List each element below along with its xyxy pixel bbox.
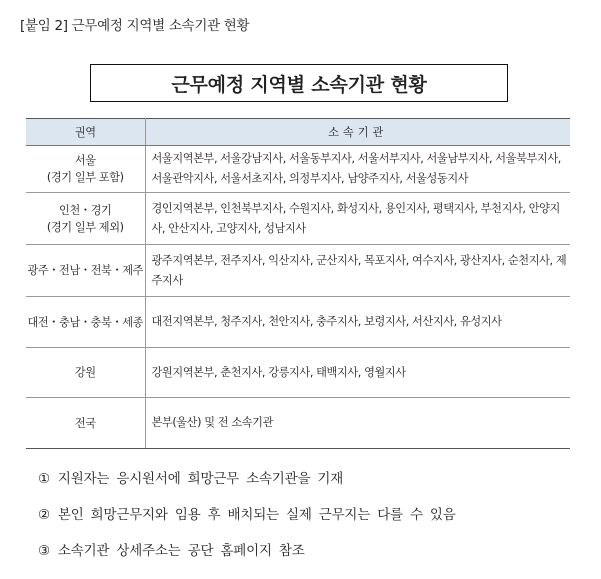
region-name: 전국 (74, 416, 96, 430)
table-header-row (26, 119, 570, 146)
note-item (38, 540, 456, 576)
region-office-table (26, 118, 570, 449)
document-title: 근무예정 지역별 소속기관 현황 (90, 64, 508, 102)
region-cell (26, 245, 145, 297)
region-cell (26, 348, 145, 398)
offices-cell: 서울지역본부, 서울강남지사, 서울동부지사, 서울서부지사, 서울남부지사, 서울북부지사, 서울관악지사, 서울서초지사, 의정부지사, 남양주지사, 서울성동지사 (145, 146, 570, 193)
note-number: ③ (38, 543, 50, 559)
notes-list (38, 468, 456, 576)
note-text: 지원자는 응시원서에 희망근무 소속기관을 기재 (57, 471, 344, 487)
region-name: 광주・전남・전북・제주 (27, 264, 144, 277)
region-note: (경기 일부 제외) (46, 220, 124, 234)
region-cell (26, 146, 145, 193)
region-cell (26, 297, 145, 348)
offices-cell: 강원지역본부, 춘천지사, 강릉지사, 태백지사, 영월지사 (145, 348, 570, 398)
header-region: 권역 (26, 119, 145, 146)
table-row (26, 245, 570, 297)
region-name: 대전・충남・충북・세종 (27, 315, 144, 329)
region-note: (경기 일부 포함) (46, 171, 124, 184)
note-number: ① (38, 471, 50, 487)
offices-cell: 광주지역본부, 전주지사, 익산지사, 군산지사, 목포지사, 여수지사, 광산지사, 순천지사, 제주지사 (145, 245, 570, 297)
note-number: ② (38, 507, 50, 523)
offices-cell: 경인지역본부, 인천북부지사, 수원지사, 화성지사, 용인지사, 평택지사, 부천지사, 안양지사, 안산지사, 고양지사, 성남지사 (145, 193, 570, 245)
offices-cell: 대전지역본부, 청주지사, 천안지사, 충주지사, 보령지사, 서산지사, 유성지사 (145, 297, 570, 348)
header-offices (145, 119, 570, 146)
region-cell (26, 398, 145, 449)
region-name: 인천・경기 (59, 203, 112, 217)
note-text: 소속기관 상세주소는 공단 홈페이지 참조 (57, 543, 305, 559)
header-offices-label: 소속기관 (328, 126, 388, 139)
table-row (26, 146, 570, 193)
note-text: 본인 희망근무지와 임용 후 배치되는 실제 근무지는 다를 수 있음 (57, 507, 456, 523)
table-row (26, 398, 570, 449)
note-item (38, 468, 456, 504)
table-row (26, 297, 570, 348)
attachment-heading: [붙임 2] 근무예정 지역별 소속기관 현황 (20, 18, 250, 34)
region-name: 강원 (74, 366, 96, 379)
table-row (26, 348, 570, 398)
note-item (38, 504, 456, 540)
region-name: 서울 (74, 154, 96, 167)
region-cell (26, 193, 145, 245)
table-row (26, 193, 570, 245)
offices-cell: 본부(울산) 및 전 소속기관 (145, 398, 570, 449)
